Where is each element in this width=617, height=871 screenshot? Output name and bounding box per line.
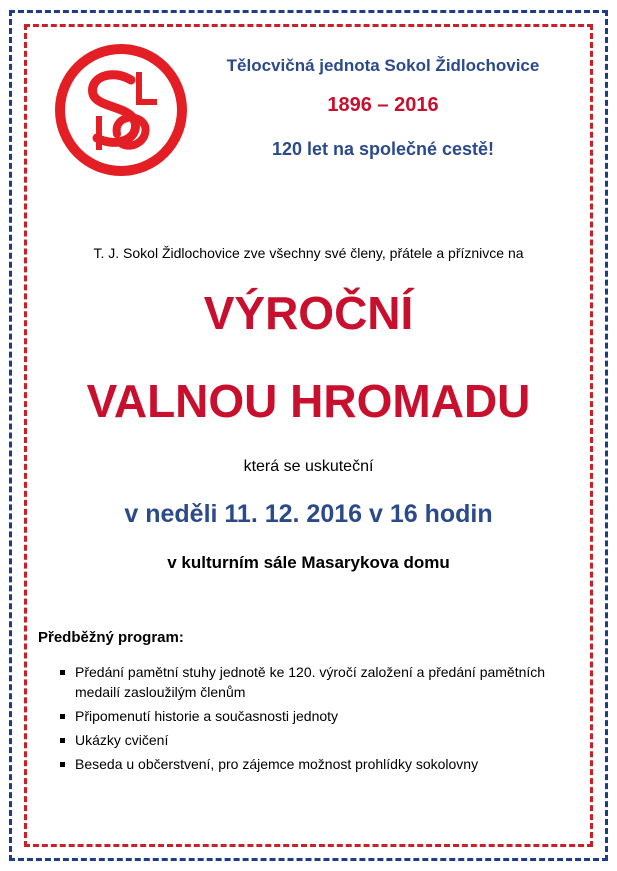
program-item-text: Ukázky cvičení [75,732,169,748]
event-date: v neděli 11. 12. 2016 v 16 hodin [124,500,493,528]
program-item [60,730,580,750]
bullet-icon [60,670,65,675]
program-item [60,662,580,702]
organization-name: Tělocvičná jednota Sokol Židlochovice [226,56,540,75]
program-list [60,662,580,778]
bullet-icon [60,714,65,719]
bullet-icon [60,762,65,767]
program-item [60,754,580,774]
title-line-1: VÝROČNÍ [203,287,414,339]
sokol-logo [53,42,189,178]
program-item-text: Připomenutí historie a současnosti jednoty [75,708,339,724]
invitation-text: T. J. Sokol Židlochovice zve všechny své členy, přátele a příznivce na [93,245,524,261]
program-item [60,706,580,726]
anniversary-motto: 120 let na společné cestě! [271,139,495,159]
event-place: v kulturním sále Masarykova domu [167,553,450,572]
title-line-2: VALNOU HROMADU [86,375,531,427]
bullet-icon [60,738,65,743]
anniversary-years: 1896 – 2016 [327,94,439,116]
program-heading: Předběžný program: [38,629,184,646]
program-item-text: Beseda u občerstvení, pro zájemce možnost prohlídky sokolovny [75,756,479,772]
event-intro: která se uskuteční [243,458,374,475]
program-item-text: Předání pamětní stuhy jednotě ke 120. výročí založení a předání pamětních medailí zasloužilým členům [75,664,546,700]
